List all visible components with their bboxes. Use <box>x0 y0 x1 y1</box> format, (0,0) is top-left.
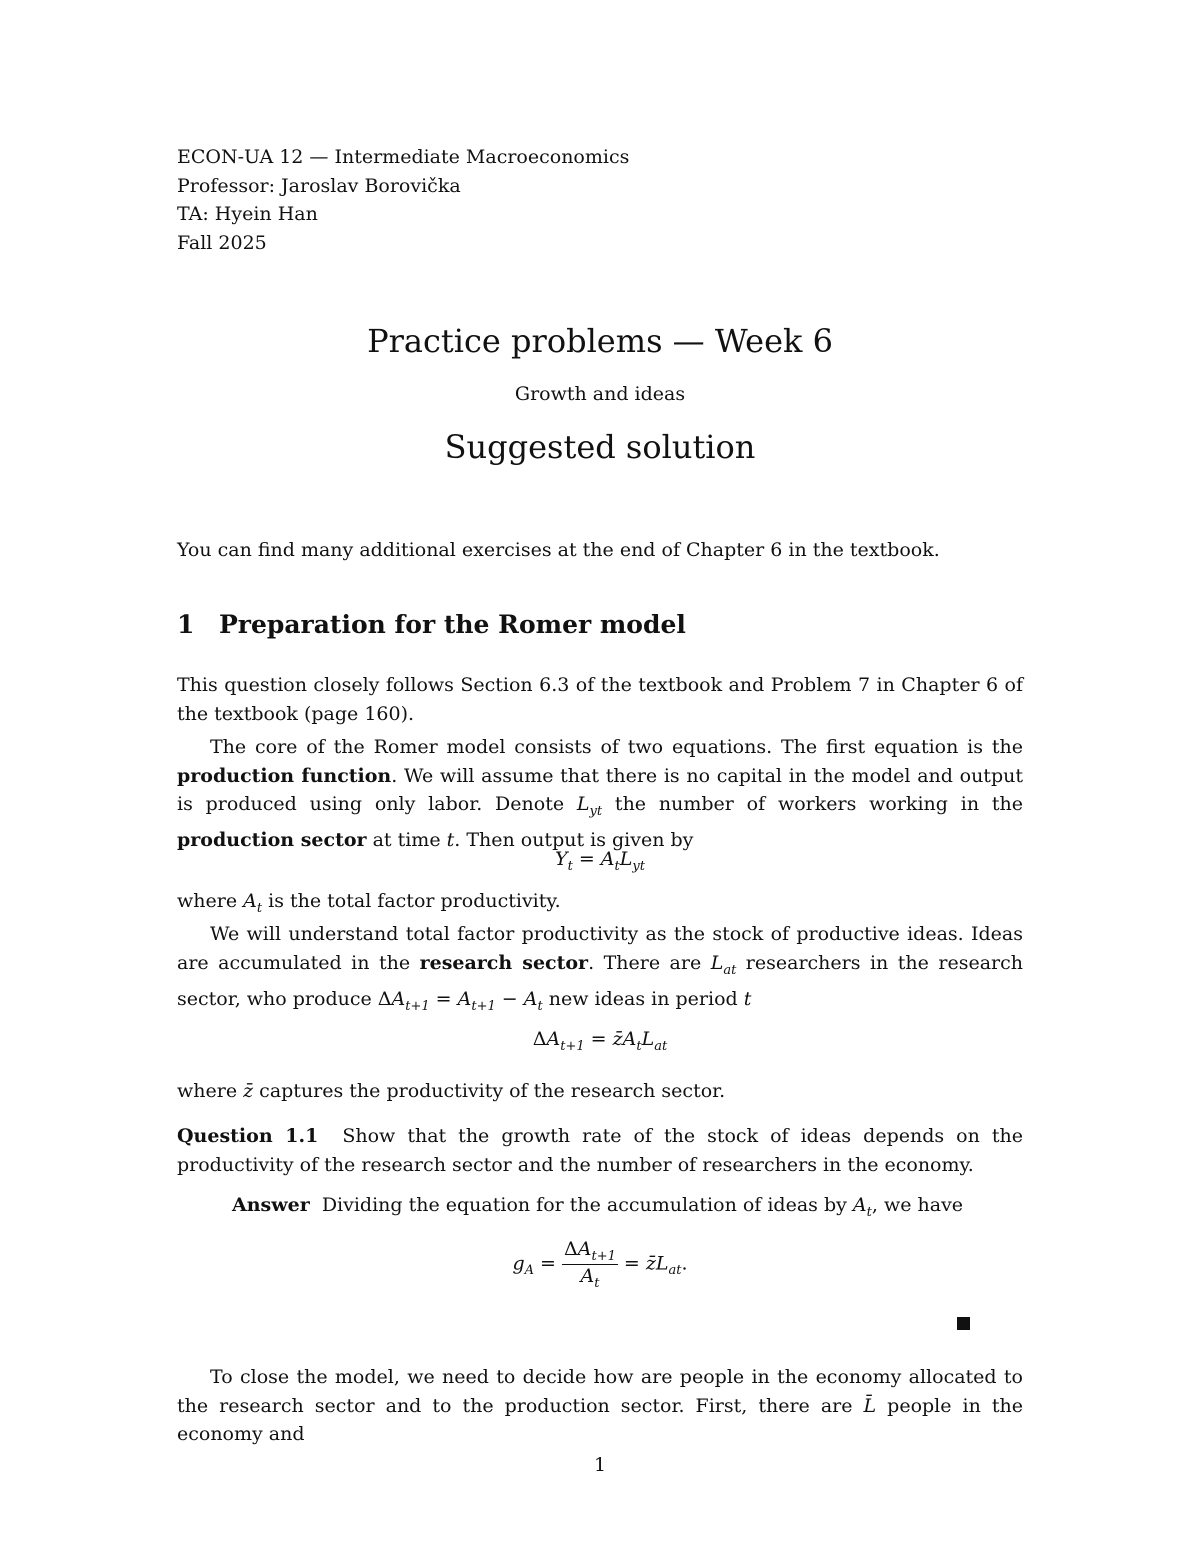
equation-production: $Y_t = A_tL_{yt}$ <box>555 848 645 874</box>
document-title: Practice problems — Week 6 <box>367 322 833 360</box>
answer-label: Answer <box>232 1194 310 1216</box>
math-At: $A_t$ <box>243 890 263 916</box>
professor-name: Professor: Jaroslav Borovička <box>177 174 461 197</box>
paragraph-2: The core of the Romer model consists of two equations. The first equation is the production function. We will assume that there is no capital in the model and output is produced using only labor. Denote $L_{yt}$ the number of workers working in the production sector at time t. Then output is given by <box>177 736 1023 852</box>
math-At: $A_t$ <box>852 1194 872 1220</box>
term: Fall 2025 <box>177 231 267 254</box>
math-Lbar: L̄ <box>863 1394 877 1417</box>
intro-text: You can find many additional exercises at the end of Chapter 6 in the textbook. <box>177 539 940 561</box>
question-1-1 <box>177 1122 1023 1179</box>
math-t: t <box>446 829 455 852</box>
equation-ideas: $\Delta A_{t+1}$ = $z̄A_tL_{at}$ <box>532 1028 668 1054</box>
math-Lyt: $L_{yt}$ <box>576 793 603 819</box>
paragraph-3: where $A_t$ is the total factor productivity. <box>177 890 561 916</box>
paragraph-1: This question closely follows Section 6.3 of the textbook and Problem 7 in Chapter 6 of the textbook (page 160). <box>177 674 1023 725</box>
math-t: t <box>743 987 752 1010</box>
math-delta-A: $\Delta A_{t+1} = A_{t+1} - A_t$ <box>377 987 543 1014</box>
paragraph-6: To close the model, we need to decide how are people in the economy allocated to the research sector and to the production sector. First, there are L̄ people in the economy and <box>177 1366 1023 1445</box>
equation-growth-rate: $g_A$ = $\frac{\Delta A_{t+1}}{A_t}$ = $z̄L_{at}$. <box>512 1238 688 1291</box>
document-subtitle: Growth and ideas <box>514 383 686 405</box>
paragraph-5: where z̄ captures the productivity of the research sector. <box>177 1080 726 1102</box>
section-number: 1 <box>177 610 195 639</box>
page-number: 1 <box>593 1454 607 1476</box>
ta-name: TA: Hyein Han <box>177 203 318 225</box>
math-zbar: z̄ <box>243 1080 254 1102</box>
question-label: Question 1.1 <box>177 1125 319 1147</box>
answer-line: Answer Dividing the equation for the accumulation of ideas by $A_t$, we have <box>232 1194 964 1220</box>
qed-square-icon <box>957 1317 970 1330</box>
section-heading <box>177 610 686 639</box>
question-text: Show that the growth rate of the stock of ideas depends on the productivity of the research sector and the number of researchers in the economy. <box>177 1125 1023 1176</box>
solution-title: Suggested solution <box>444 428 756 466</box>
course-name: ECON-UA 12 — Intermediate Macroeconomics <box>177 146 630 168</box>
math-Lat: $L_{at}$ <box>710 951 737 978</box>
section-title: Preparation for the Romer model <box>219 610 686 639</box>
paragraph-4: We will understand total factor productivity as the stock of productive ideas. Ideas are accumulated in the research sector. There are $L_{at}$ researchers in the research sector, who produce $\Delta A_{t+1} = A_{t+1} - A_t$ new ideas in period t <box>177 923 1023 1014</box>
course-header <box>177 143 629 257</box>
